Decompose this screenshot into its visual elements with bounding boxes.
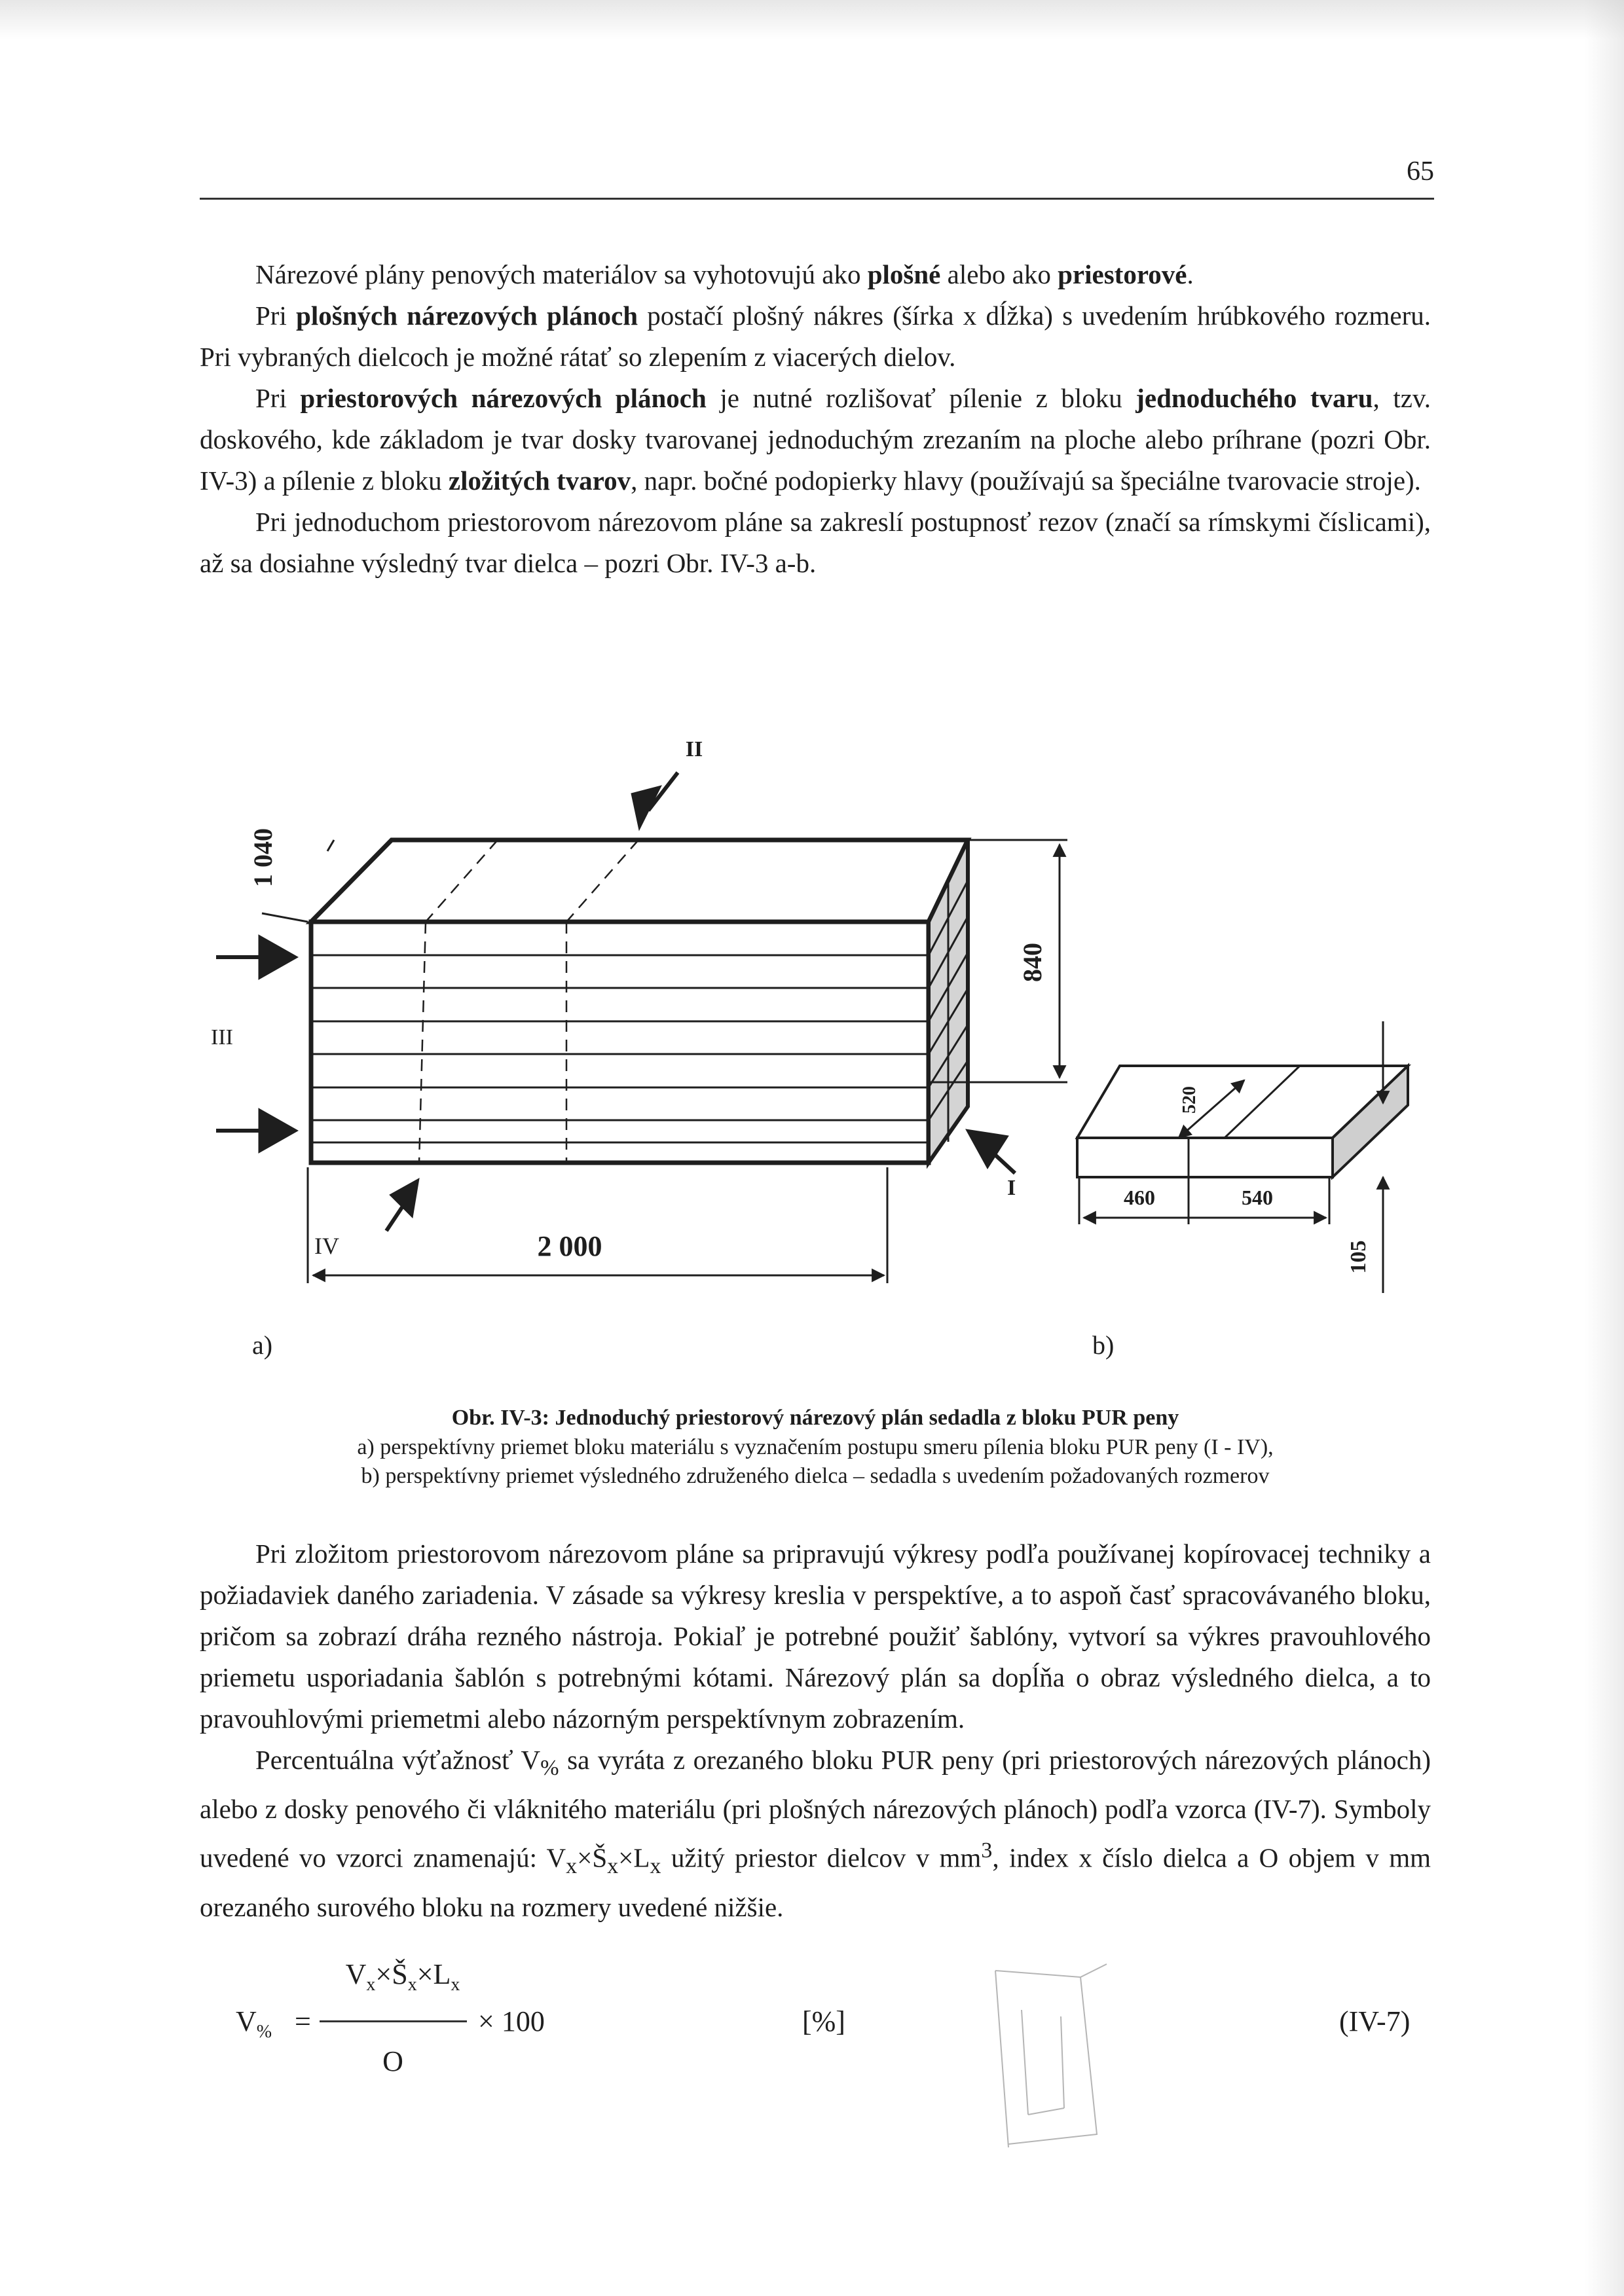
cut-dashed-lines <box>419 840 638 1163</box>
body-text-bottom <box>200 1533 1431 1928</box>
caption-line-a: a) perspektívny priemet bloku materiálu s vyznačením postupu smeru pílenia bloku PUR peny (I - IV), <box>357 1435 1274 1459</box>
arrow-III-lower-head <box>259 1108 298 1153</box>
text-run: užitý priestor dielcov v mm <box>661 1842 982 1873</box>
formula-denominator: O <box>382 2045 403 2077</box>
dim-label-depth: 840 <box>1018 943 1047 982</box>
dim-label-540: 540 <box>1242 1186 1273 1209</box>
text-run: , tzv. doskového, kde základom je tvar dosky tvarovanej jednoduchým zrezaním na ploche alebo príhrane (pozri Obr. IV-3) a pílenie z bloku <box>200 383 1431 496</box>
text-run: Pri <box>255 383 301 413</box>
dim-label-length: 2 000 <box>537 1230 602 1262</box>
subfigure-label-a: a) <box>252 1330 273 1360</box>
figure-labels <box>211 737 1371 1360</box>
text-run: , index x číslo dielca a O objem v mm orezaného surového bloku na rozmery uvedené nižšie. <box>200 1842 1431 1923</box>
formula-subscript: x <box>451 1974 460 1995</box>
text-run: Nárezové plány penových materiálov sa vyhotovujú ako <box>255 259 868 289</box>
paragraph-5: Pri zložitom priestorovom nárezovom pláne sa pripravujú výkresy podľa používanej kopírovacej techniky a požiadaviek daného zariadenia. V zásade sa výkresy kreslia v perspektíve, a to aspoň časť spracovávaného bloku, pričom sa zobrazí dráha rezného nástroja. Pokiaľ je potrebné použiť šablóny, vytvorí sa výkres pravouhlového priemetu usporiadania šablón s potrebnými kótami. Nárezový plán sa dopĺňa o obraz výsledného dielca, a to pravouhlovými priemetmi alebo názorným perspektívnym zobrazením. <box>200 1539 1431 1734</box>
bold-term: priestorové <box>1058 259 1187 289</box>
formula-unit: [%] <box>802 2005 845 2037</box>
bold-term: jednoduchého tvaru <box>1135 383 1373 413</box>
dim-label-460: 460 <box>1124 1186 1155 1209</box>
text-run: sa vyráta z orezaného bloku PUR peny (pri priestorových nárezových plánoch) alebo z dosky penového či vláknitého materiálu (pri plošných nárezových plánoch) podľa vzorca (IV-7). Symboly uvedené vo vzorci znamenajú: V <box>200 1745 1431 1873</box>
seat-front-face <box>1077 1138 1333 1177</box>
paragraph-6 <box>200 1740 1431 1928</box>
formula-subscript: x <box>366 1974 376 1995</box>
text-run: postačí plošný nákres (šírka x dĺžka) s uvedením hrúbkového rozmeru. Pri vybraných dielcoch je možné rátať so zlepením z viacerých dielov. <box>200 301 1431 372</box>
formula-symbol: ×L <box>416 1958 451 1990</box>
text-run: Percentuálna výťažnosť V <box>255 1745 541 1775</box>
superscript: 3 <box>981 1838 993 1863</box>
text-run: ×Š <box>577 1842 608 1873</box>
formula-iv-7 <box>236 1958 1434 2088</box>
cut-label-II: II <box>685 737 703 761</box>
arrow-IV-head <box>390 1178 419 1218</box>
formula-subscript: x <box>407 1974 417 1995</box>
paragraph-4: Pri jednoduchom priestorovom nárezovom pláne sa zakreslí postupnosť rezov (značí sa rímskymi číslicami), až sa dosiahne výsledný tvar dielca – pozri Obr. IV-3 a-b. <box>200 507 1431 578</box>
formula-equals: = <box>295 2005 311 2037</box>
formula-multiplier: × 100 <box>478 2005 545 2037</box>
cut-label-IV: IV <box>314 1233 339 1259</box>
formula-symbol: V <box>236 2005 257 2037</box>
cut-label-I: I <box>1007 1176 1016 1200</box>
seat-split-line <box>1225 1066 1300 1138</box>
formula-equation-number: (IV-7) <box>1339 2005 1411 2037</box>
formula-subscript: % <box>256 2021 272 2042</box>
arrow-III-upper-head <box>259 935 298 979</box>
text-run: . <box>1187 259 1194 289</box>
text-run: Pri <box>255 301 297 331</box>
page-number: 65 <box>1407 156 1434 187</box>
text-run: alebo ako <box>940 259 1058 289</box>
formula-fraction-bar <box>320 2020 467 2022</box>
text-run: ×L <box>618 1842 650 1873</box>
formula-numerator <box>327 1958 478 1995</box>
arrow-II-head <box>631 786 661 830</box>
bold-term: plošné <box>867 259 941 289</box>
text-run: , napr. bočné podopierky hlavy (používajú sa špeciálne tvarovacie stroje). <box>631 465 1421 496</box>
dim-label-105: 105 <box>1346 1240 1371 1274</box>
block-front-face <box>311 922 929 1163</box>
subscript: x <box>650 1854 661 1879</box>
seat-side-face <box>1333 1066 1408 1177</box>
block-top-face <box>311 840 968 922</box>
formula-symbol: ×Š <box>375 1958 408 1990</box>
figure-caption <box>200 1403 1431 1491</box>
dim-label-height: 1 040 <box>248 828 278 887</box>
subscript: x <box>566 1854 578 1879</box>
subscript: x <box>607 1854 619 1879</box>
cut-label-III: III <box>211 1025 233 1049</box>
bold-term: plošných nárezových plánoch <box>296 301 638 331</box>
dim-label-520: 520 <box>1179 1086 1200 1114</box>
subscript: % <box>540 1756 559 1781</box>
bold-term: priestorových nárezových plánoch <box>300 383 707 413</box>
text-run: je nutné rozlišovať pílenie z bloku <box>706 383 1136 413</box>
pencil-sketch <box>982 1958 1153 2154</box>
caption-title: Obr. IV-3: Jednoduchý priestorový nárezový plán sedadla z bloku PUR peny <box>451 1406 1179 1430</box>
formula-lhs <box>236 2005 272 2043</box>
subfigure-label-b: b) <box>1092 1330 1115 1360</box>
bold-term: zložitých tvarov <box>448 465 631 496</box>
formula-symbol: V <box>345 1958 367 1990</box>
foam-block-drawing <box>311 840 968 1163</box>
caption-line-b: b) perspektívny priemet výsledného združeného dielca – sedadla s uvedením požadovaných rozmerov <box>361 1464 1270 1488</box>
